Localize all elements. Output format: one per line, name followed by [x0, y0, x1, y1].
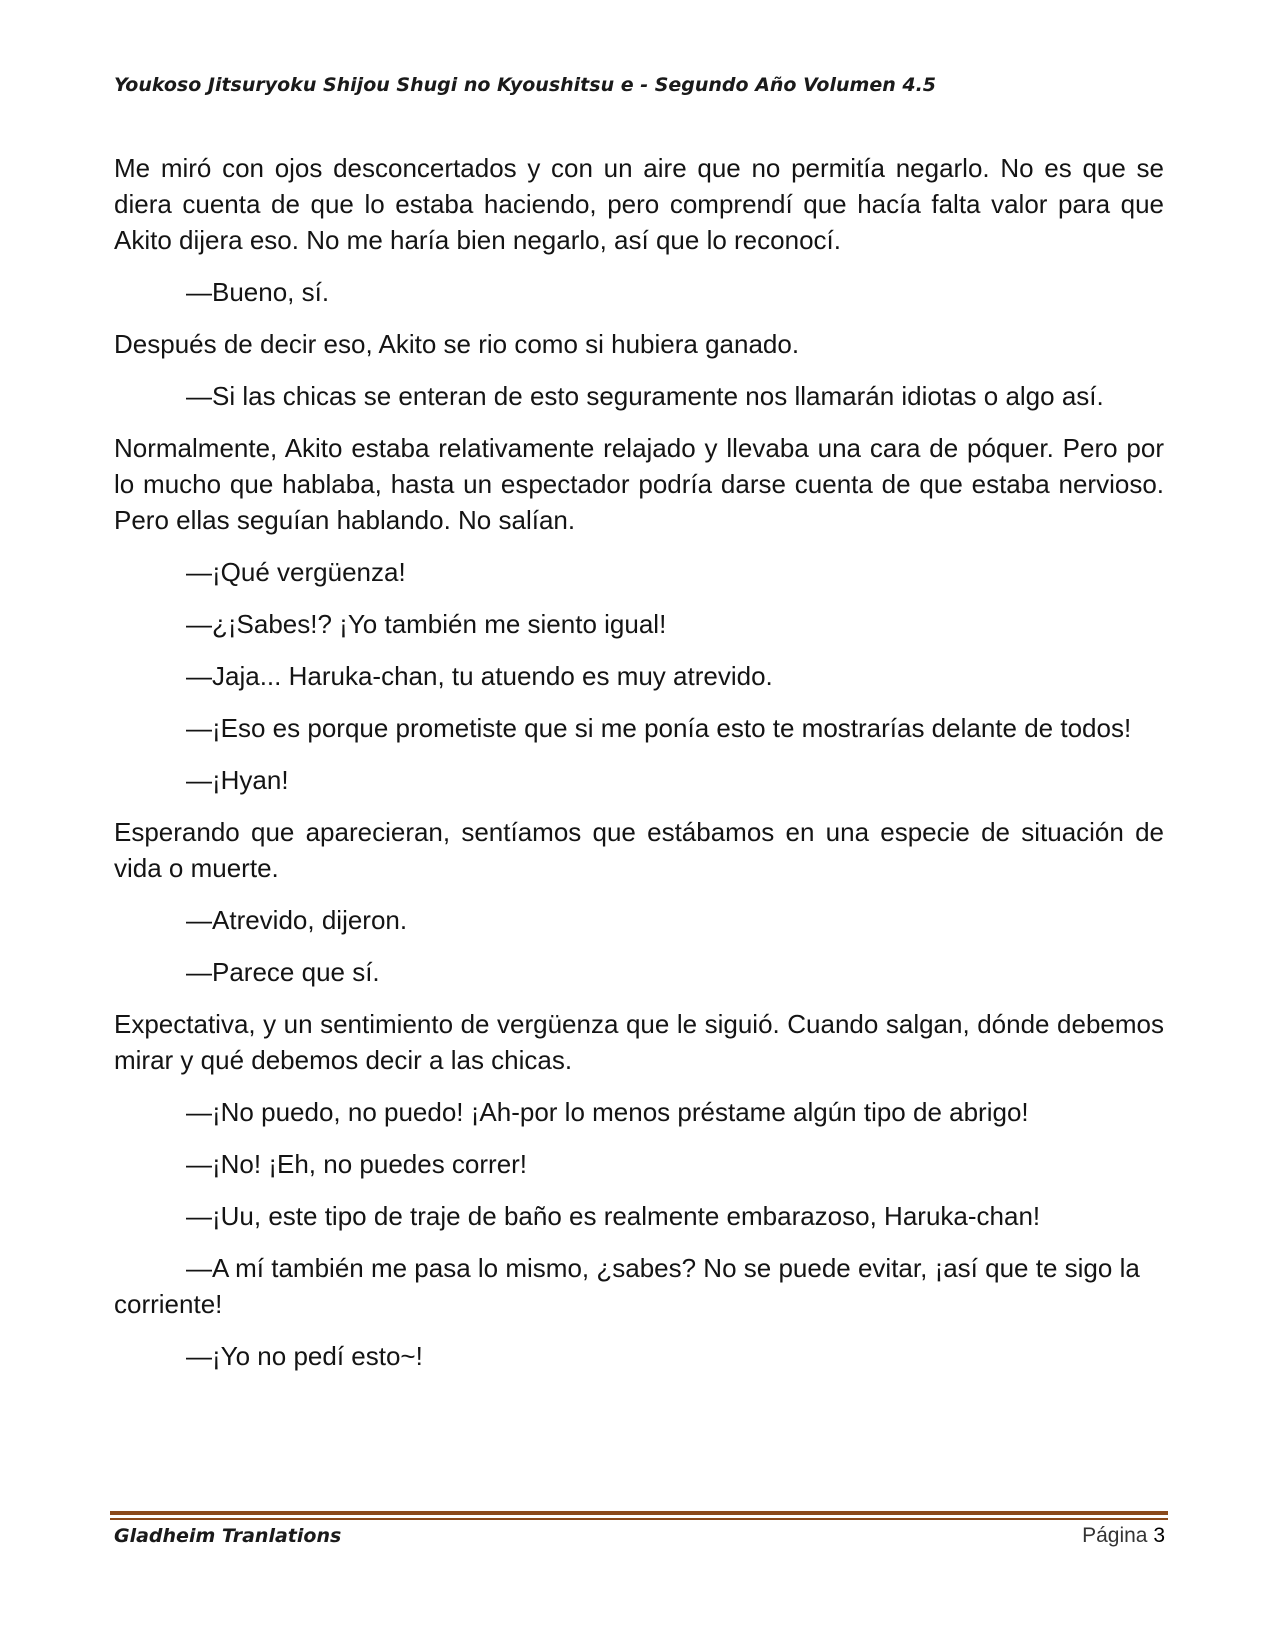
dialogue-line: —¡Yo no pedí esto~!: [186, 1341, 423, 1371]
dialogue-line: —A mí también me pasa lo mismo, ¿sabes? No se puede evitar, ¡así que te sigo la corriente!: [114, 1253, 1140, 1319]
footer-divider-thin: [110, 1518, 1168, 1520]
page-header-title: Youkoso Jitsuryoku Shijou Shugi no Kyoushitsu e - Segundo Año Volumen 4.5: [114, 74, 937, 96]
page-number-value: 3: [1153, 1524, 1165, 1547]
page-body: [114, 150, 1164, 1390]
paragraph: Me miró con ojos desconcertados y con un aire que no permitía negarlo. No es que se diera cuenta de que lo estaba haciendo, pero comprendí que hacía falta valor para que Akito dijera eso. No me haría bien negarlo, así que lo reconocí.: [114, 153, 1164, 255]
dialogue-line: —¡No! ¡Eh, no puedes correr!: [186, 1149, 528, 1179]
dialogue-line: —¡Eso es porque prometiste que si me ponía esto te mostrarías delante de todos!: [186, 713, 1132, 743]
dialogue-line: —Si las chicas se enteran de esto seguramente nos llamarán idiotas o algo así.: [186, 381, 1104, 411]
page-label: Página: [1082, 1524, 1148, 1547]
dialogue-line: —¡Uu, este tipo de traje de baño es realmente embarazoso, Haruka-chan!: [186, 1201, 1041, 1231]
footer-divider: [110, 1511, 1168, 1515]
page-number: [1082, 1524, 1165, 1548]
paragraph: Después de decir eso, Akito se rio como si hubiera ganado.: [114, 329, 800, 359]
dialogue-line: —Bueno, sí.: [186, 277, 330, 307]
dialogue-line: —¡Hyan!: [186, 765, 289, 795]
paragraph: Expectativa, y un sentimiento de vergüenza que le siguió. Cuando salgan, dónde debemos mirar y qué debemos decir a las chicas.: [114, 1009, 1164, 1075]
dialogue-line: —¡No puedo, no puedo! ¡Ah-por lo menos préstame algún tipo de abrigo!: [186, 1097, 1029, 1127]
dialogue-line: —¡Qué vergüenza!: [186, 557, 406, 587]
dialogue-line: —Atrevido, dijeron.: [186, 905, 408, 935]
footer-credit: Gladheim Tranlations: [114, 1525, 342, 1547]
paragraph: Normalmente, Akito estaba relativamente relajado y llevaba una cara de póquer. Pero por lo mucho que hablaba, hasta un espectador podría darse cuenta de que estaba nervioso. Pero ellas seguían hablando. No salían.: [114, 433, 1164, 535]
dialogue-line: —¿¡Sabes!? ¡Yo también me siento igual!: [186, 609, 667, 639]
dialogue-line: —Jaja... Haruka-chan, tu atuendo es muy atrevido.: [186, 661, 773, 691]
paragraph: Esperando que aparecieran, sentíamos que estábamos en una especie de situación de vida o muerte.: [114, 817, 1164, 883]
dialogue-line: —Parece que sí.: [186, 957, 380, 987]
